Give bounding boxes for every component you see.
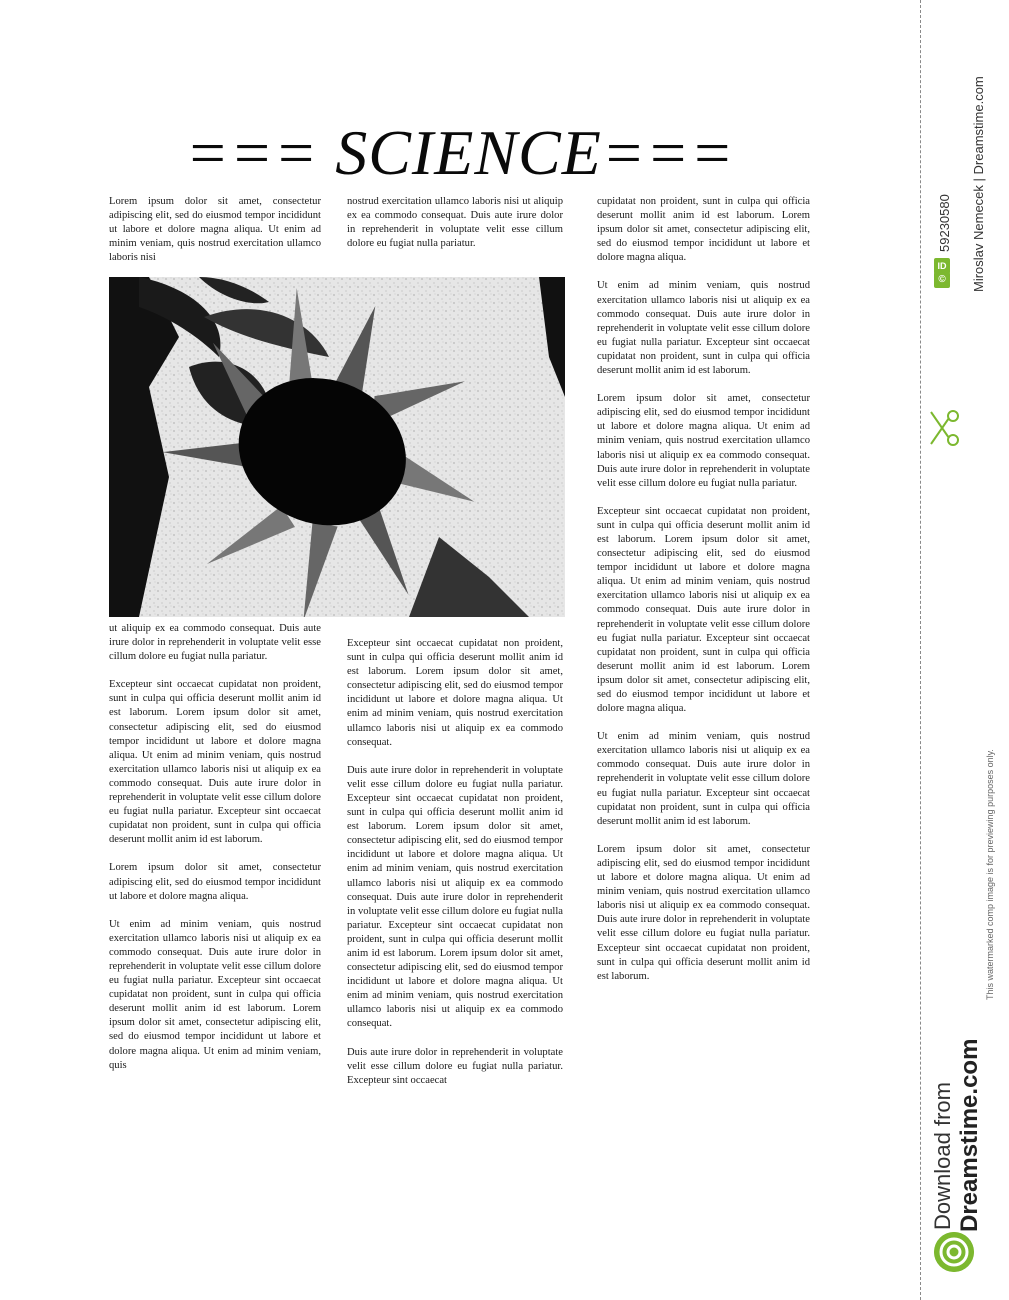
- paragraph: Duis aute irure dolor in reprehenderit in voluptate velit esse cillum dolore eu fugiat nulla pariatur. Excepteur sint occaecat: [347, 1046, 563, 1086]
- column-2-top: [347, 195, 563, 251]
- preview-notice: This watermarked comp image is for previewing purposes only.: [985, 749, 995, 1000]
- sunflower-photo: [109, 277, 565, 617]
- paragraph: Lorem ipsum dolor sit amet, consectetur adipiscing elit, sed do eiusmod tempor incididunt ut labore et dolore magna aliqua. Ut enim ad minim veniam, quis nostrud exercitation ullamco laboris nisi ut aliquip ex ea commodo consequat. Duis aute irure dolor in reprehenderit in voluptate velit esse cillum dolore eu fugiat nulla pariatur.: [597, 393, 810, 489]
- photographer-credit: Miroslav Nemecek | Dreamstime.com: [971, 76, 986, 292]
- scissors-icon: [927, 408, 961, 448]
- column-1-top: [109, 195, 321, 265]
- download-from-text: Download from: [930, 1082, 955, 1230]
- paragraph: nostrud exercitation ullamco laboris nisi ut aliquip ex ea commodo consequat. Duis aute irure dolor in reprehenderit in voluptate velit esse cillum dolore eu fugiat nulla pariatur.: [347, 196, 563, 250]
- image-id: 59230580: [937, 194, 952, 252]
- column-2-bottom: [347, 637, 563, 1088]
- paragraph: cupidatat non proident, sunt in culpa qui officia deserunt mollit anim id est laborum. Lorem ipsum dolor sit amet, consectetur adipiscing elit, sed do eiusmod tempor incididunt ut labore et dolore magna aliqua.: [597, 196, 810, 264]
- dreamstime-logo-icon: [934, 1232, 974, 1272]
- paragraph: Lorem ipsum dolor sit amet, consectetur adipiscing elit, sed do eiusmod tempor incididunt ut labore et dolore magna aliqua. Ut enim ad minim veniam, quis nostrud exercitation ullamco laboris nisi ut aliquip ex ea commodo consequat. Duis aute irure dolor in reprehenderit in voluptate velit esse cillum dolore eu fugiat nulla pariatur. Excepteur sint occaecat cupidatat non proident, sunt in culpa qui officia deserunt mollit anim id est laborum.: [597, 843, 810, 982]
- copyright-icon: ©: [934, 272, 950, 288]
- paragraph: Lorem ipsum dolor sit amet, consectetur adipiscing elit, sed do eiusmod tempor incididunt ut labore et dolore magna aliqua.: [109, 862, 321, 902]
- paragraph: Ut enim ad minim veniam, quis nostrud exercitation ullamco laboris nisi ut aliquip ex ea commodo consequat. Duis aute irure dolor in reprehenderit in voluptate velit esse cillum dolore eu fugiat nulla pariatur. Excepteur sint occaecat cupidatat non proident, sunt in culpa qui officia deserunt mollit anim id est laborum.: [597, 731, 810, 827]
- paragraph: Ut enim ad minim veniam, quis nostrud exercitation ullamco laboris nisi ut aliquip ex ea commodo consequat. Duis aute irure dolor in reprehenderit in voluptate velit esse cillum dolore eu fugiat nulla pariatur. Excepteur sint occaecat cupidatat non proident, sunt in culpa qui officia deserunt mollit anim id est laborum.: [597, 280, 810, 377]
- paragraph: Duis aute irure dolor in reprehenderit in voluptate velit esse cillum dolore eu fugiat nulla pariatur. Excepteur sint occaecat cupidatat non proident, sunt in culpa qui officia deserunt mollit anim id est laborum. Lorem ipsum dolor sit amet, consectetur adipiscing elit, sed do eiusmod tempor incididunt ut labore et dolore magna aliqua. Ut enim ad minim veniam, quis nostrud exercitation ullamco laboris nisi ut aliquip ex ea commodo consequat. Duis aute irure dolor in reprehenderit in voluptate velit esse cillum dolore eu fugiat nulla pariatur. Excepteur sint occaecat cupidatat non proident, sunt in culpa qui officia deserunt mollit anim id est laborum. Lorem ipsum dolor sit amet, consectetur adipiscing elit, sed do eiusmod tempor incididunt ut labore et dolore magna aliqua. Ut enim ad minim veniam, quis nostrud exercitation ullamco laboris nisi ut aliquip ex ea commodo consequat.: [347, 764, 563, 1030]
- paragraph: ut aliquip ex ea commodo consequat. Duis aute irure dolor in reprehenderit in voluptate velit esse cillum dolore eu fugiat nulla pariatur.: [109, 623, 321, 663]
- dashed-cut-line: [920, 0, 921, 1300]
- brand-name: Dreamstime.com: [956, 1038, 983, 1232]
- paragraph: Excepteur sint occaecat cupidatat non proident, sunt in culpa qui officia deserunt mollit anim id est laborum. Lorem ipsum dolor sit amet, consectetur adipiscing elit, sed do eiusmod tempor incididunt ut labore et dolore magna aliqua. Ut enim ad minim veniam, quis nostrud exercitation ullamco laboris nisi ut aliquip ex ea commodo consequat.: [347, 638, 563, 748]
- paragraph: Ut enim ad minim veniam, quis nostrud exercitation ullamco laboris nisi ut aliquip ex ea commodo consequat. Duis aute irure dolor in reprehenderit in voluptate velit esse cillum dolore eu fugiat nulla pariatur. Excepteur sint occaecat cupidatat non proident, sunt in culpa qui officia deserunt mollit anim id est laborum. Lorem ipsum dolor sit amet, consectetur adipiscing elit, sed do eiusmod tempor incididunt ut labore et dolore magna aliqua. Ut enim ad minim veniam, quis: [109, 918, 321, 1071]
- headline: === SCIENCE===: [185, 117, 735, 188]
- paragraph: Lorem ipsum dolor sit amet, consectetur adipiscing elit, sed do eiusmod tempor incididunt ut labore et dolore magna aliqua. Ut enim ad minim veniam, quis nostrud exercitation ullamco laboris nisi: [109, 196, 321, 264]
- paragraph: Excepteur sint occaecat cupidatat non proident, sunt in culpa qui officia deserunt mollit anim id est laborum. Lorem ipsum dolor sit amet, consectetur adipiscing elit, sed do eiusmod tempor incididunt ut labore et dolore magna aliqua. Ut enim ad minim veniam, quis nostrud exercitation ullamco laboris nisi ut aliquip ex ea commodo consequat. Duis aute irure dolor in reprehenderit in voluptate velit esse cillum dolore eu fugiat nulla pariatur. Excepteur sint occaecat cupidatat non proident, sunt in culpa qui officia deserunt mollit anim id est laborum. Lorem ipsum dolor sit amet, consectetur adipiscing elit, sed do eiusmod tempor incididunt ut labore et dolore magna aliqua.: [597, 505, 810, 715]
- column-1-bottom: [109, 622, 321, 1073]
- column-3: [597, 195, 810, 984]
- id-badge-icon: ID: [934, 258, 950, 274]
- paragraph: Excepteur sint occaecat cupidatat non proident, sunt in culpa qui officia deserunt mollit anim id est laborum. Lorem ipsum dolor sit amet, consectetur adipiscing elit, sed do eiusmod tempor incididunt ut labore et dolore magna aliqua. Ut enim ad minim veniam, quis nostrud exercitation ullamco laboris nisi ut aliquip ex ea commodo consequat. Duis aute irure dolor in reprehenderit in voluptate velit esse cillum dolore eu fugiat nulla pariatur. Excepteur sint occaecat cupidatat non proident, sunt in culpa qui officia deserunt mollit anim id est laborum.: [109, 679, 321, 846]
